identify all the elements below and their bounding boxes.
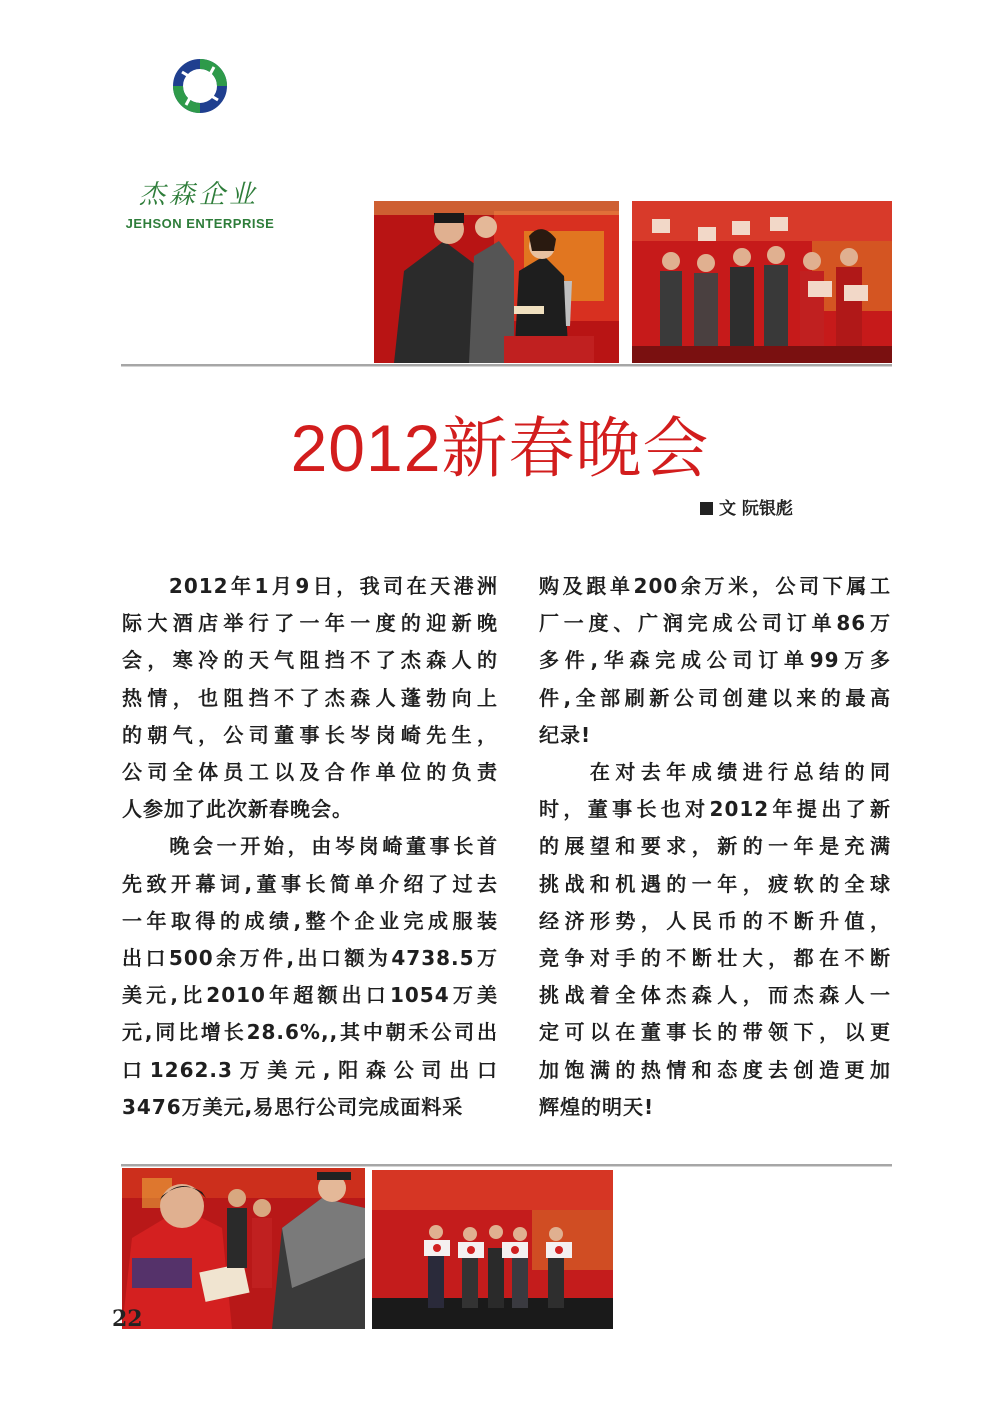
paragraph	[122, 568, 498, 828]
text-line: 的朝气，公司董事长岑岗崎先生，	[122, 722, 498, 747]
text-line: 辉煌的明天!	[539, 1094, 655, 1119]
paragraph	[122, 828, 498, 1126]
text-line: 挑战着全体杰森人，而杰森人一	[539, 983, 891, 1008]
text-line: 晚会一开始，由岑岗崎董事长首	[122, 834, 498, 859]
text-line: 口1262.3万美元,阳森公司出口	[122, 1057, 498, 1082]
article-title: 2012新春晚会	[290, 411, 710, 485]
text-line: 会，寒冷的天气阻挡不了杰森人的	[122, 648, 498, 673]
text-line: 时，董事长也对2012年提出了新	[539, 797, 891, 822]
logo-ring-icon	[172, 58, 228, 114]
text-line: 公司全体员工以及合作单位的负责	[122, 760, 498, 785]
footer-divider	[121, 1164, 892, 1167]
byline-square-icon	[700, 502, 713, 515]
byline-text: 文 阮银彪	[719, 499, 793, 519]
text-line: 出口500余万件,出口额为4738.5万	[122, 946, 498, 971]
text-line: 人参加了此次新春晚会。	[122, 797, 353, 822]
text-line: 一年取得的成绩,整个企业完成服装	[122, 908, 498, 933]
award-handover-photo	[122, 1168, 365, 1329]
text-line: 2012年1月9日，我司在天港洲	[122, 574, 498, 598]
text-line: 际大酒店举行了一年一度的迎新晚	[122, 611, 498, 636]
text-line: 竞争对手的不断壮大，都在不断	[539, 946, 891, 971]
text-line: 先致开幕词,董事长简单介绍了过去	[122, 871, 498, 896]
text-line: 纪录!	[539, 722, 592, 747]
group-holding-certificates-photo	[632, 201, 892, 363]
text-line: 在对去年成绩进行总结的同	[539, 760, 891, 785]
text-line: 的展望和要求，新的一年是充满	[539, 834, 891, 859]
paragraph	[539, 568, 891, 754]
text-line: 热情，也阻挡不了杰森人蓬勃向上	[122, 685, 498, 710]
text-line: 定可以在董事长的带领下，以更	[539, 1020, 891, 1045]
logo-name-en: JEHSON ENTERPRISE	[125, 216, 275, 231]
page-number: 22	[112, 1306, 143, 1332]
text-line: 多件,华森完成公司订单99万多	[539, 648, 891, 673]
article-column-right	[539, 568, 891, 1126]
paragraph	[539, 754, 891, 1126]
article-column-left	[122, 568, 498, 1126]
logo-name-cn: 杰森企业	[138, 180, 259, 210]
article-byline	[700, 494, 900, 519]
text-line: 厂一度、广润完成公司订单86万	[539, 611, 891, 636]
text-line: 挑战和机遇的一年，疲软的全球	[539, 871, 891, 896]
text-line: 美元,比2010年超额出口1054万美	[122, 983, 498, 1008]
company-logo	[120, 58, 280, 231]
text-line: 经济形势，人民币的不断升值，	[539, 908, 891, 933]
group-on-stage-photo	[372, 1170, 613, 1329]
text-line: 加饱满的热情和态度去创造更加	[539, 1057, 891, 1082]
text-line: 购及跟单200余万米，公司下属工	[539, 574, 891, 598]
text-line: 元,同比增长28.6%,,其中朝禾公司出	[122, 1020, 498, 1045]
header-divider	[121, 364, 892, 367]
award-presentation-photo	[374, 201, 619, 363]
text-line: 3476万美元,易思行公司完成面料采	[122, 1094, 464, 1119]
text-line: 件,全部刷新公司创建以来的最高	[539, 685, 891, 710]
